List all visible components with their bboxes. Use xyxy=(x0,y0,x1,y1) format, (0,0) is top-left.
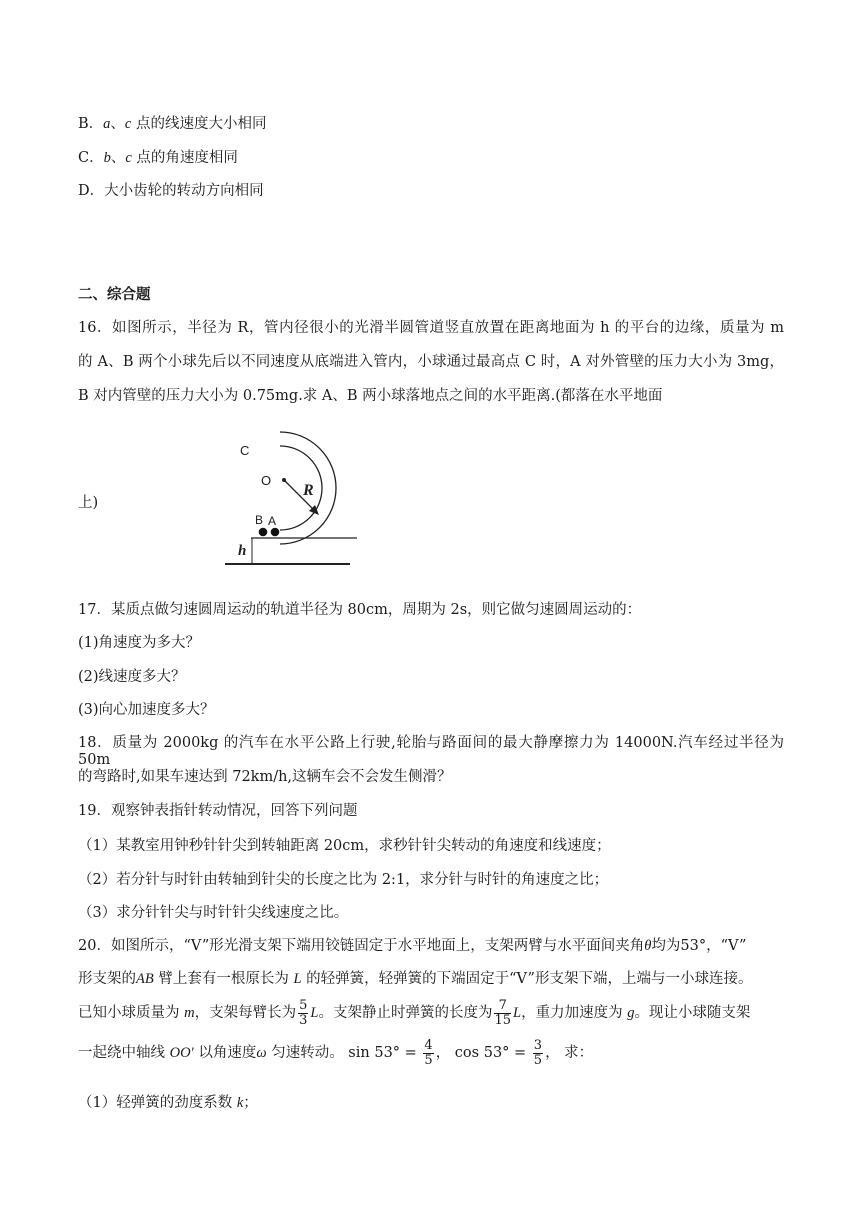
var-m: m xyxy=(184,1005,195,1021)
var-ab: AB xyxy=(136,971,154,987)
label-h: h xyxy=(238,543,247,559)
q18-line-2: 的弯路时,如果车速达到 72km/h,这辆车会不会发生侧滑？ xyxy=(78,769,452,785)
q20-line-4: 一起绕中轴线 OO′ 以角速度ω 匀速转动。 sin 53° = $\frac{4}{5}$ ， cos 53° = $\frac{3}{5}$ ， 求： xyxy=(78,1037,594,1068)
semicircle-tube-figure xyxy=(225,425,365,575)
option-c: C．b、c 点的角速度相同 xyxy=(78,150,238,166)
inner-tube-wall xyxy=(280,446,322,530)
var-b: b xyxy=(103,150,111,166)
fraction-5-3: $\frac{5}{3}$ xyxy=(299,997,308,1028)
q20-line-2: 形支架的AB 臂上套有一根原长为 L 的轻弹簧，轻弹簧的下端固定于“V”形支架下端，上端与一小球连接。 xyxy=(78,971,753,987)
var-omega: ω xyxy=(256,1045,267,1061)
label-r: R xyxy=(303,482,314,499)
q16-line-3: B 对内管壁的压力大小为 0.75mg.求 A、B 两小球落地点之间的水平距离.(都落在水平地面 xyxy=(78,388,663,404)
var-a: a xyxy=(103,116,111,132)
q20-line-3: 已知小球质量为 m，支架每臂长为 $\frac{5}{3}$ L。支架静止时弹簧的长度为 $\frac{7}{15}$ L，重力加速度为 g。现让小球随支架 xyxy=(78,997,751,1028)
label-b: B xyxy=(255,513,264,527)
q16-line-1: 16．如图所示，半径为 R，管内径很小的光滑半圆管道竖直放置在距离地面为 h 的平台的边缘，质量为 m xyxy=(78,320,784,336)
ball-a xyxy=(271,528,280,537)
section-title: 二、综合题 xyxy=(78,286,151,303)
q20-part-1: （1）轻弹簧的劲度系数 k； xyxy=(78,1095,258,1111)
fraction-3-5: $\frac{3}{5}$ xyxy=(533,1037,543,1068)
var-oo: OO′ xyxy=(169,1045,194,1061)
q17-stem: 17．某质点做匀速圆周运动的轨道半径为 80cm，周期为 2s，则它做匀速圆周运动的： xyxy=(78,602,642,618)
var-k: k xyxy=(236,1095,244,1111)
fraction-7-15: $\frac{7}{15}$ xyxy=(494,997,511,1028)
var-l: L xyxy=(293,971,302,987)
var-c: c xyxy=(124,116,132,132)
option-d: D．大小齿轮的转动方向相同 xyxy=(78,183,264,199)
q16-line-4: 上) xyxy=(78,495,99,511)
fraction-4-5: $\frac{4}{5}$ xyxy=(424,1037,433,1068)
q19-part-1: （1）某教室用钟秒针针尖到转轴距离 20cm，求秒针针尖转动的角速度和线速度； xyxy=(78,838,611,854)
q17-part-1: (1)角速度为多大？ xyxy=(78,635,201,651)
q18-line-1: 18．质量为 2000kg 的汽车在水平公路上行驶,轮胎与路面间的最大静摩擦力为 14000N.汽车经过半径为 50m xyxy=(78,735,784,768)
q16-line-2: 的 A、B 两个小球先后以不同速度从底端进入管内，小球通过最高点 C 时，A 对外管壁的压力大小为 3mg， xyxy=(78,354,784,370)
q17-part-2: (2)线速度多大？ xyxy=(78,669,186,685)
ball-b xyxy=(259,528,268,537)
var-c: c xyxy=(125,150,132,166)
label-c: C xyxy=(240,443,250,458)
q20-line-1: 20．如图所示，“V”形光滑支架下端用铰链固定于水平地面上，支架两臂与水平面间夹角θ均为53°，“V” xyxy=(78,938,747,954)
var-theta: θ xyxy=(644,938,652,954)
label-a: A xyxy=(268,514,277,528)
q17-part-3: (3)向心加速度多大？ xyxy=(78,702,215,718)
q19-part-3: （3）求分针针尖与时针针尖线速度之比。 xyxy=(78,905,349,921)
q19-part-2: （2）若分针与时针由转轴到针尖的长度之比为 2:1，求分针与时针的角速度之比； xyxy=(78,872,609,888)
option-b: B．a、c 点的线速度大小相同 xyxy=(78,116,267,132)
var-g: g xyxy=(627,1005,635,1021)
q19-stem: 19．观察钟表指针转动情况，回答下列问题 xyxy=(78,803,358,819)
label-o: O xyxy=(261,473,272,488)
